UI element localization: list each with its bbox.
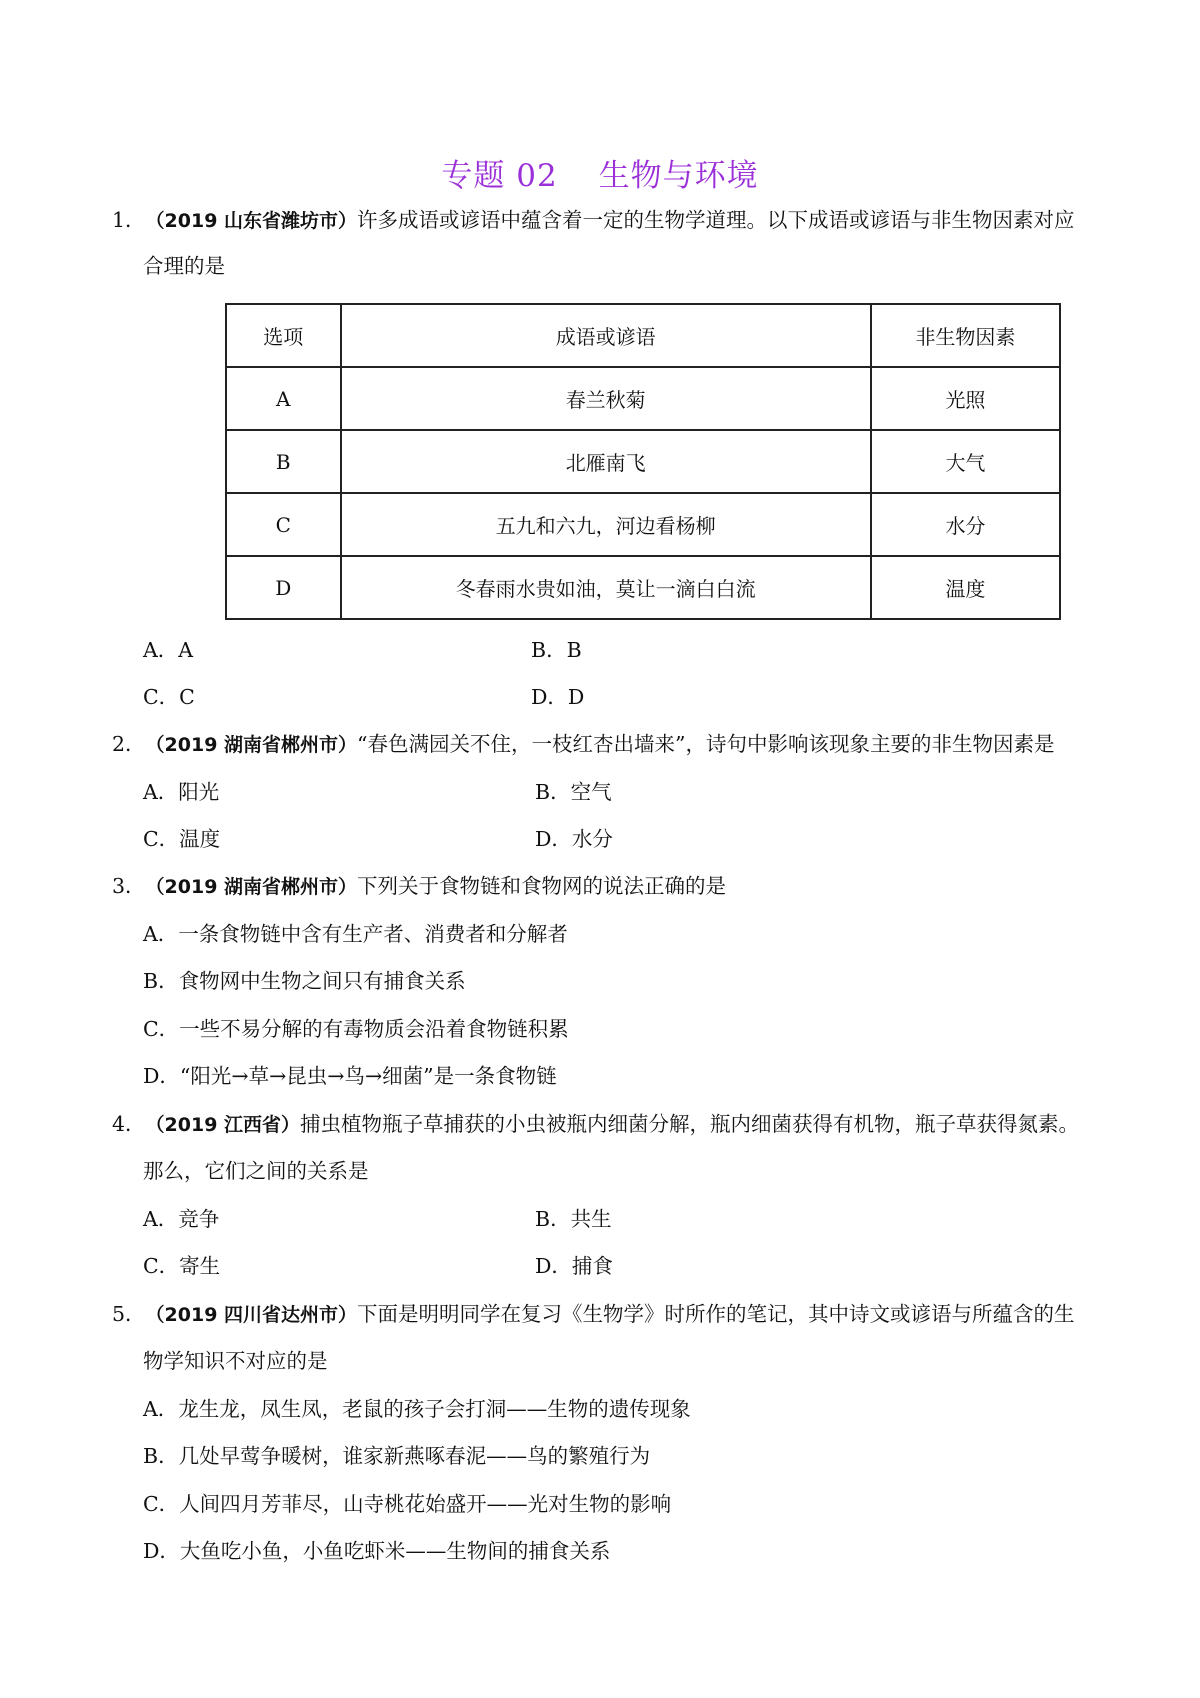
option-b: B．共生 <box>535 1207 612 1231</box>
question-number: 1． <box>112 208 146 232</box>
option-c: C．温度 <box>143 827 221 851</box>
table-cell: D <box>226 556 341 619</box>
question-text: 下列关于食物链和食物网的说法正确的是 <box>357 874 727 898</box>
option-d: D．捕食 <box>535 1254 613 1278</box>
option-a: A．阳光 <box>143 780 220 804</box>
option-b: B．B <box>531 638 582 662</box>
option-d: D．大鱼吃小鱼，小鱼吃虾米——生物间的捕食关系 <box>143 1539 611 1563</box>
table-cell: A <box>226 367 341 430</box>
option-a: A．A <box>143 638 194 662</box>
title-number: 02 <box>516 158 558 194</box>
title-prefix: 专题 <box>441 158 506 194</box>
option-c: C．人间四月芳菲尽，山寺桃花始盛开——光对生物的影响 <box>143 1492 672 1516</box>
title-topic: 生物与环境 <box>598 158 759 194</box>
question-5-stem <box>112 1301 1075 1328</box>
question-text: “春色满园关不住，一枝红杏出墙来”，诗句中影响该现象主要的非生物因素是 <box>357 732 1055 756</box>
option-c: C．C <box>143 685 195 709</box>
option-a: A．一条食物链中含有生产者、消费者和分解者 <box>143 922 568 946</box>
table-header-cell: 选项 <box>226 304 341 367</box>
table-row <box>226 556 1060 619</box>
page-title <box>0 150 1200 195</box>
table-header-row <box>226 304 1060 367</box>
table-cell: 光照 <box>871 367 1060 430</box>
table-header-cell: 非生物因素 <box>871 304 1060 367</box>
question-source: （2019 湖南省郴州市） <box>145 734 358 756</box>
question-number: 5． <box>112 1302 146 1326</box>
question-1-table <box>225 303 1061 620</box>
question-source: （2019 江西省） <box>145 1114 301 1136</box>
question-1-stem-cont: 合理的是 <box>143 254 225 278</box>
question-source: （2019 山东省潍坊市） <box>145 210 358 232</box>
question-source: （2019 湖南省郴州市） <box>145 876 358 898</box>
table-cell: B <box>226 430 341 493</box>
question-4-stem-cont: 那么，它们之间的关系是 <box>143 1159 369 1183</box>
question-5-stem-cont: 物学知识不对应的是 <box>143 1349 328 1373</box>
table-cell: 冬春雨水贵如油，莫让一滴白白流 <box>341 556 871 619</box>
table-cell: 大气 <box>871 430 1060 493</box>
option-d: D．水分 <box>535 827 613 851</box>
option-d: D．D <box>531 685 585 709</box>
question-number: 2． <box>112 732 146 756</box>
question-text: 捕虫植物瓶子草捕获的小虫被瓶内细菌分解，瓶内细菌获得有机物，瓶子草获得氮素。 <box>300 1112 1080 1136</box>
question-4-stem <box>112 1111 1079 1138</box>
table-cell: 温度 <box>871 556 1060 619</box>
question-3-stem <box>112 873 726 900</box>
option-b: B．几处早莺争暖树，谁家新燕啄春泥——鸟的繁殖行为 <box>143 1444 651 1468</box>
question-2-stem <box>112 731 1055 758</box>
table-cell: 春兰秋菊 <box>341 367 871 430</box>
question-text: 下面是明明同学在复习《生物学》时所作的笔记，其中诗文或谚语与所蕴含的生 <box>357 1302 1075 1326</box>
table-row <box>226 430 1060 493</box>
option-b: B．食物网中生物之间只有捕食关系 <box>143 969 466 993</box>
option-c: C．一些不易分解的有毒物质会沿着食物链积累 <box>143 1017 569 1041</box>
table-row <box>226 493 1060 556</box>
option-b: B．空气 <box>535 780 612 804</box>
option-c: C．寄生 <box>143 1254 221 1278</box>
table-row <box>226 367 1060 430</box>
table-cell: 北雁南飞 <box>341 430 871 493</box>
question-1-stem <box>112 207 1075 234</box>
question-source: （2019 四川省达州市） <box>145 1304 358 1326</box>
table-header-cell: 成语或谚语 <box>341 304 871 367</box>
table-cell: C <box>226 493 341 556</box>
question-number: 4． <box>112 1112 146 1136</box>
option-a: A．竞争 <box>143 1207 220 1231</box>
option-d: D．“阳光→草→昆虫→鸟→细菌”是一条食物链 <box>143 1064 557 1088</box>
option-a: A．龙生龙，凤生凤，老鼠的孩子会打洞——生物的遗传现象 <box>143 1397 691 1421</box>
table-cell: 五九和六九，河边看杨柳 <box>341 493 871 556</box>
question-text: 许多成语或谚语中蕴含着一定的生物学道理。以下成语或谚语与非生物因素对应 <box>357 208 1075 232</box>
table-cell: 水分 <box>871 493 1060 556</box>
question-number: 3． <box>112 874 146 898</box>
